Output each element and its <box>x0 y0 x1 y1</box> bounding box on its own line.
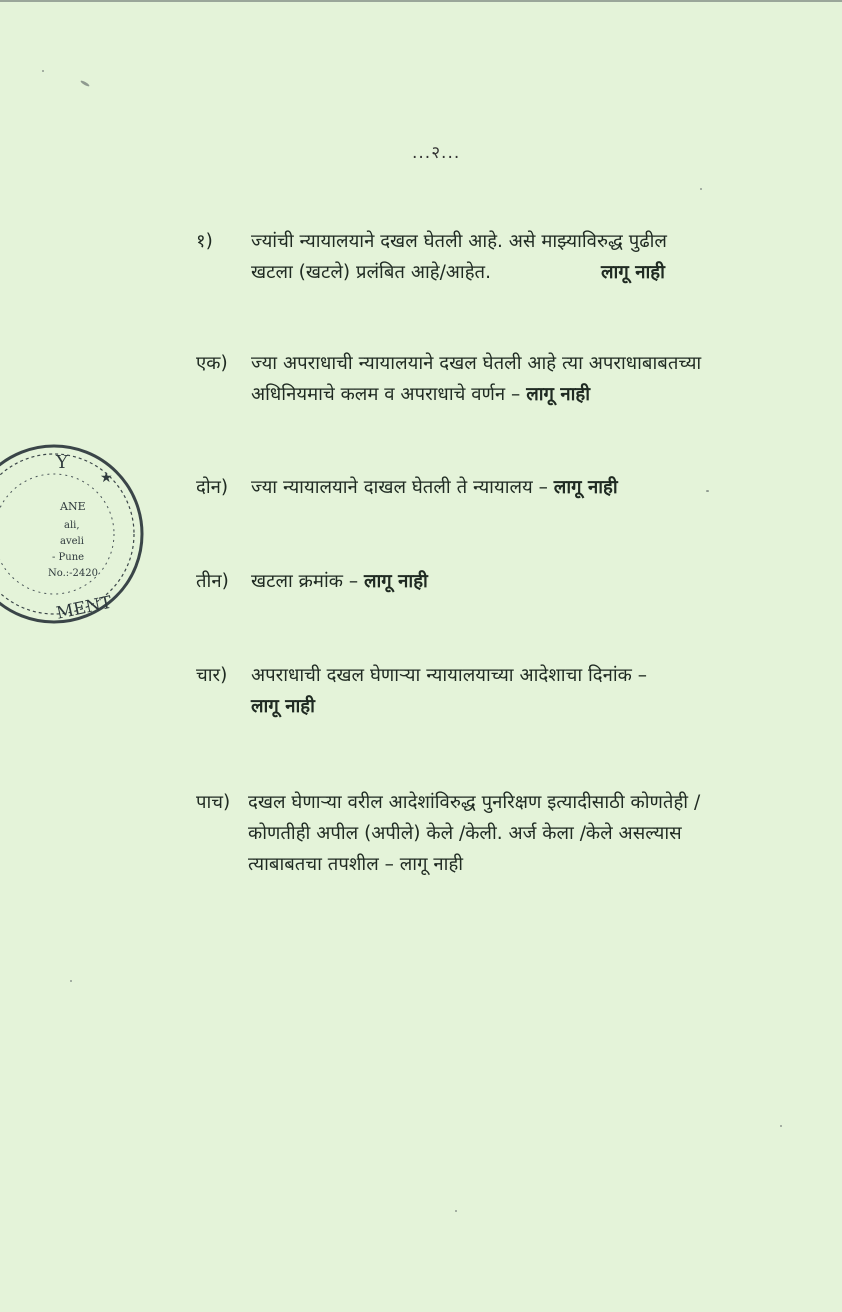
list-item-pach <box>196 787 796 880</box>
item-marker: एक) <box>196 353 228 374</box>
list-item-ek <box>196 348 796 410</box>
stamp-text: No.:-2420 <box>48 568 98 579</box>
list-item-teen <box>196 566 796 597</box>
stamp-text: aveli <box>60 536 84 547</box>
status-text: लागू नाही <box>399 854 464 875</box>
item-marker: पाच) <box>196 792 231 813</box>
item-marker: दोन) <box>196 477 229 498</box>
scan-speck <box>780 1125 782 1127</box>
item-text-line: त्याबाबतचा तपशील – <box>248 854 394 875</box>
item-text-line: खटला क्रमांक – <box>251 571 359 592</box>
item-text-line: कोणतीही अपील (अपीले) केले /केली. अर्ज केला /केले असल्यास <box>248 823 682 844</box>
scan-speck <box>700 188 702 190</box>
stamp-text: - Pune <box>52 552 85 563</box>
status-text: लागू नाही <box>363 571 428 592</box>
scan-speck <box>42 70 44 72</box>
item-text-line: दखल घेणाऱ्या वरील आदेशांविरुद्ध पुनरिक्षण इत्यादीसाठी कोणतेही / <box>248 792 701 813</box>
star-icon: ★ <box>100 470 113 486</box>
stamp-text: ali, <box>64 520 80 531</box>
scan-speck <box>80 80 90 88</box>
item-text-line: ज्या न्यायालयाने दाखल घेतली ते न्यायालय – <box>251 477 548 498</box>
item-text-line: अधिनियमाचे कलम व अपराधाचे वर्णन – <box>251 384 521 405</box>
stamp-text: Y <box>56 452 68 473</box>
status-text: लागू नाही <box>553 477 618 498</box>
item-marker: चार) <box>196 665 228 686</box>
item-text-line: ज्या अपराधाची न्यायालयाने दखल घेतली आहे त्या अपराधाबाबतच्या <box>251 353 702 374</box>
item-text-line: खटला (खटले) प्रलंबित आहे/आहेत. <box>251 262 491 283</box>
item-marker: तीन) <box>196 571 229 592</box>
status-text: लागू नाही <box>526 384 591 405</box>
status-text: लागू नाही <box>251 696 315 717</box>
page-number: ...२... <box>412 143 461 163</box>
scan-speck <box>70 980 72 982</box>
stamp-text: MENT <box>54 592 114 624</box>
list-item-don <box>196 472 796 503</box>
item-text-line: ज्यांची न्यायालयाने दखल घेतली आहे. असे माझ्याविरुद्ध पुढील <box>251 231 667 252</box>
scan-speck <box>706 490 709 492</box>
top-border-line <box>0 0 842 2</box>
scan-speck <box>455 1210 457 1212</box>
list-item-char <box>196 660 796 722</box>
status-text: लागू नाही <box>601 262 665 283</box>
seal-stamp <box>0 438 148 630</box>
item-marker: १) <box>196 231 213 252</box>
list-item-1 <box>196 226 796 288</box>
stamp-text: ANE <box>60 500 86 513</box>
item-text-line: अपराधाची दखल घेणाऱ्या न्यायालयाच्या आदेशाचा दिनांक – <box>251 665 648 686</box>
